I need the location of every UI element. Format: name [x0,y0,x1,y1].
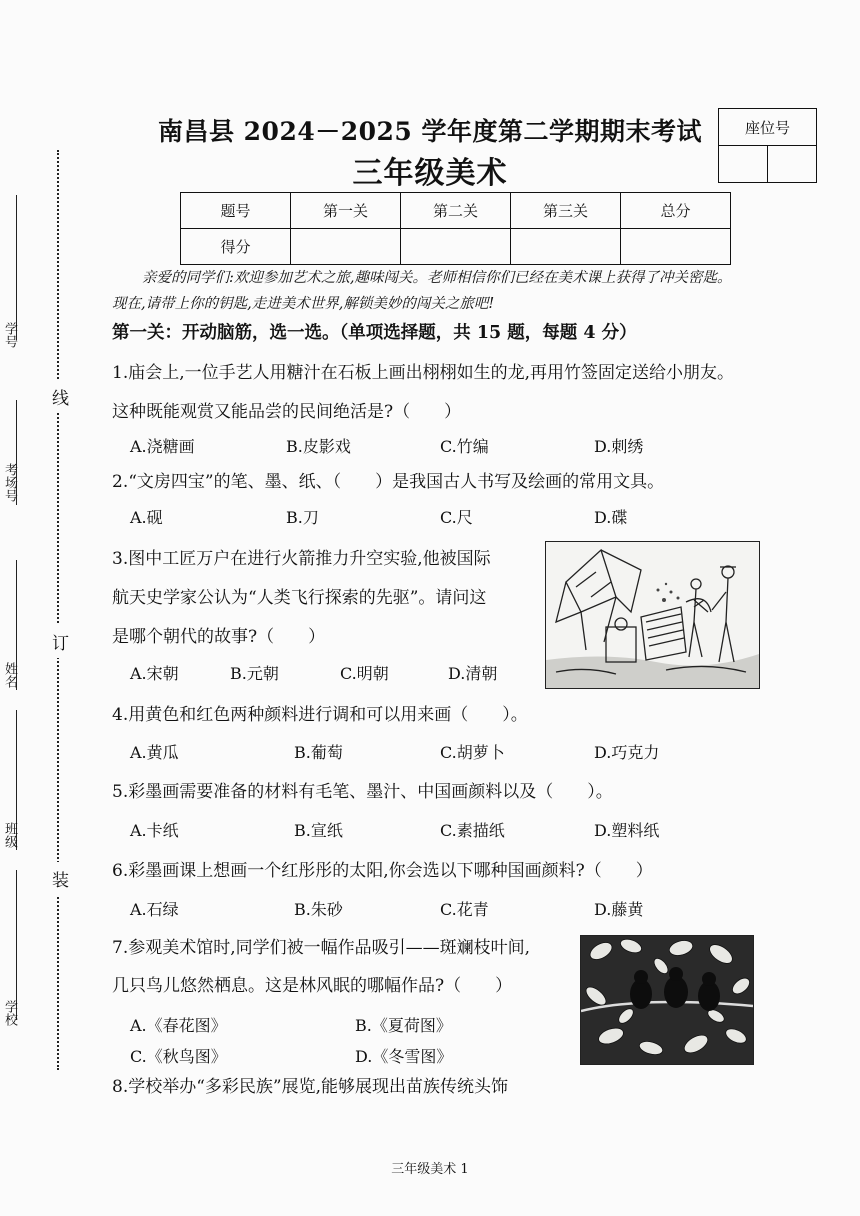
q6-option-c[interactable]: C.花青 [440,900,489,919]
q6-option-b[interactable]: B.朱砂 [294,900,343,919]
score-table [180,192,731,265]
q6-option-a[interactable]: A.石绿 [130,900,179,919]
question-7-line-1: 7.参观美术馆时,同学们被一幅作品吸引——斑斓枝叶间, [112,938,531,958]
q4-option-a[interactable]: A.黄瓜 [130,743,179,762]
question-3-line-3: 是哪个朝代的故事?（ ） [112,627,326,647]
question-5-line-1: 5.彩墨画需要准备的材料有毛笔、墨汁、中国画颜料以及（ ）。 [112,782,613,802]
field-name: 姓名 [2,662,17,688]
exam-subtitle: 三年级美术 [352,156,508,191]
question-4-line-1: 4.用黄色和红色两种颜料进行调和可以用来画（ ）。 [112,705,528,725]
binding-char-mount: 装 [52,862,69,895]
q4-option-d[interactable]: D.巧克力 [594,743,660,762]
score-cell[interactable] [291,229,401,265]
q7-option-c[interactable]: C.《秋鸟图》 [130,1047,227,1066]
score-header-cell: 题号 [181,193,291,229]
q3-option-d[interactable]: D.清朝 [448,664,498,683]
q1-option-a[interactable]: A.浇糖画 [130,437,195,456]
q4-option-c[interactable]: C.胡萝卜 [440,743,505,762]
seat-label: 座位号 [719,109,817,146]
score-header-cell: 第三关 [511,193,621,229]
q5-option-a[interactable]: A.卡纸 [130,821,179,840]
q1-option-d[interactable]: D.刺绣 [594,437,644,456]
q5-option-c[interactable]: C.素描纸 [440,821,505,840]
question-7-line-2: 几只鸟儿悠然栖息。这是林风眠的哪幅作品?（ ） [112,976,513,996]
school-line [16,870,17,1020]
student-id-line [16,195,17,340]
q2-option-d[interactable]: D.碟 [594,508,628,527]
score-row-label: 得分 [181,229,291,265]
question-3-line-1: 3.图中工匠万户在进行火箭推力升空实验,他被国际 [112,549,491,569]
question-2-line-1: 2.“文房四宝”的笔、墨、纸、（ ）是我国古人书写及绘画的常用文具。 [112,472,665,492]
question-3-line-2: 航天史学家公认为“人类飞行探索的先驱”。请问这 [112,588,487,608]
field-student-id: 学号 [2,322,17,348]
binding-dotted-line [57,150,59,1070]
score-header-cell: 总分 [621,193,731,229]
question-6-line-1: 6.彩墨画课上想画一个红彤彤的太阳,你会选以下哪种国画颜料?（ ） [112,861,653,881]
q2-option-b[interactable]: B.刀 [286,508,319,527]
field-exam-room: 考场号 [2,463,17,502]
q3-option-a[interactable]: A.宋朝 [130,664,179,683]
section-1-heading: 第一关：开动脑筋，选一选。（单项选择题，共 15 题，每题 4 分） [112,323,637,343]
question-1-line-1: 1.庙会上,一位手艺人用糖汁在石板上画出栩栩如生的龙,再用竹签固定送给小朋友。 [112,363,735,383]
score-header-cell: 第二关 [401,193,511,229]
binding-char-bind: 订 [52,625,69,658]
q1-option-b[interactable]: B.皮影戏 [286,437,351,456]
q3-option-c[interactable]: C.明朝 [340,664,389,683]
q3-option-b[interactable]: B.元朝 [230,664,279,683]
q2-option-a[interactable]: A.砚 [130,508,163,527]
question-8-line-1: 8.学校举办“多彩民族”展览,能够展现出苗族传统头饰 [112,1077,509,1097]
score-cell[interactable] [511,229,621,265]
q5-option-b[interactable]: B.宣纸 [294,821,343,840]
q1-option-c[interactable]: C.竹编 [440,437,489,456]
page-footer: 三年级美术 1 [391,1162,469,1177]
q6-option-d[interactable]: D.藤黄 [594,900,644,919]
q5-option-d[interactable]: D.塑料纸 [594,821,660,840]
q7-option-d[interactable]: D.《冬雪图》 [355,1047,453,1066]
intro-line-2: 现在,请带上你的钥匙,走进美术世界,解锁美妙的闯关之旅吧! [112,296,495,312]
q7-option-b[interactable]: B.《夏荷图》 [355,1016,452,1035]
q7-option-a[interactable]: A.《春花图》 [130,1016,227,1035]
score-header-cell: 第一关 [291,193,401,229]
field-school: 学校 [2,1000,17,1026]
score-cell[interactable] [621,229,731,265]
intro-line-1: 亲爱的同学们:欢迎参加艺术之旅,趣味闯关。老师相信你们已经在美术课上获得了冲关密匙。 [142,270,732,286]
q2-option-c[interactable]: C.尺 [440,508,473,527]
wan-hu-rocket-illustration [545,541,760,689]
exam-title: 南昌县 2024－2025 学年度第二学期期末考试 [157,117,703,146]
lin-fengmian-birds-painting [580,935,754,1065]
question-1-line-2: 这种既能观赏又能品尝的民间绝活是?（ ） [112,402,462,422]
field-class: 班级 [2,822,17,848]
binding-char-line: 线 [52,380,69,413]
score-cell[interactable] [401,229,511,265]
q4-option-b[interactable]: B.葡萄 [294,743,343,762]
